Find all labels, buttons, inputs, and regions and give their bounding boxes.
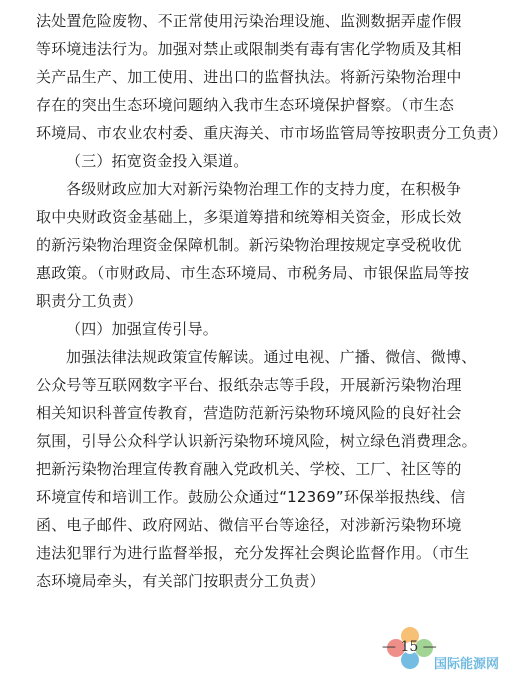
paragraph-first-line: 各级财政应加大对新污染物治理工作的支持力度，在积极争 xyxy=(66,180,462,198)
text-line: 等环境违法行为。加强对禁止或限制类有毒有害化学物质及其相 xyxy=(36,40,462,58)
text-line: 职责分工负责） xyxy=(36,292,143,310)
text-line: 惠政策。（市财政局、市生态环境局、市税务局、市银保监局等按 xyxy=(36,264,470,282)
watermark-text: 国际能源网 xyxy=(434,657,500,672)
text-line: 相关知识科普宣传教育，营造防范新污染物环境风险的良好社会 xyxy=(36,404,462,422)
text-line: 取中央财政资金基础上，多渠道筹措和统筹相关资金，形成长效 xyxy=(36,208,462,226)
text-line: 存在的突出生态环境问题纳入我市生态环境保护督察。（市生态 xyxy=(36,96,455,114)
paragraph-first-line: 加强法律法规政策宣传解读。通过电视、广播、微信、微博、 xyxy=(66,348,477,366)
section-heading-4: （四）加强宣传引导。 xyxy=(66,320,219,338)
text-line: 公众号等互联网数字平台、报纸杂志等手段，开展新污染物治理 xyxy=(36,376,462,394)
text-line: 环境宣传和培训工作。鼓励公众通过“12369”环保举报热线、信 xyxy=(36,488,466,506)
document-body xyxy=(36,7,508,595)
text-line: 法处置危险废物、不正常使用污染治理设施、监测数据弄虚作假 xyxy=(36,12,462,30)
text-line: 氛围，引导公众科学认识新污染物环境风险，树立绿色消费理念。 xyxy=(36,432,477,450)
text-line: 关产品生产、加工使用、进出口的监督执法。将新污染物治理中 xyxy=(36,68,462,86)
page-number: — 15 — xyxy=(382,639,437,655)
text-line: 函、电子邮件、政府网站、微信平台等途径，对涉新污染物环境 xyxy=(36,516,462,534)
text-line: 违法犯罪行为进行监督举报，充分发挥社会舆论监督作用。（市生 xyxy=(36,544,470,562)
text-line: 的新污染物治理资金保障机制。新污染物治理按规定享受税收优 xyxy=(36,236,462,254)
text-line: 态环境局牵头，有关部门按职责分工负责） xyxy=(36,572,325,590)
section-heading-3: （三）拓宽资金投入渠道。 xyxy=(66,152,249,170)
text-line: 环境局、市农业农村委、重庆海关、市市场监管局等按职责分工负责） xyxy=(36,124,508,142)
text-line: 把新污染物治理宣传教育融入党政机关、学校、工厂、社区等的 xyxy=(36,460,462,478)
